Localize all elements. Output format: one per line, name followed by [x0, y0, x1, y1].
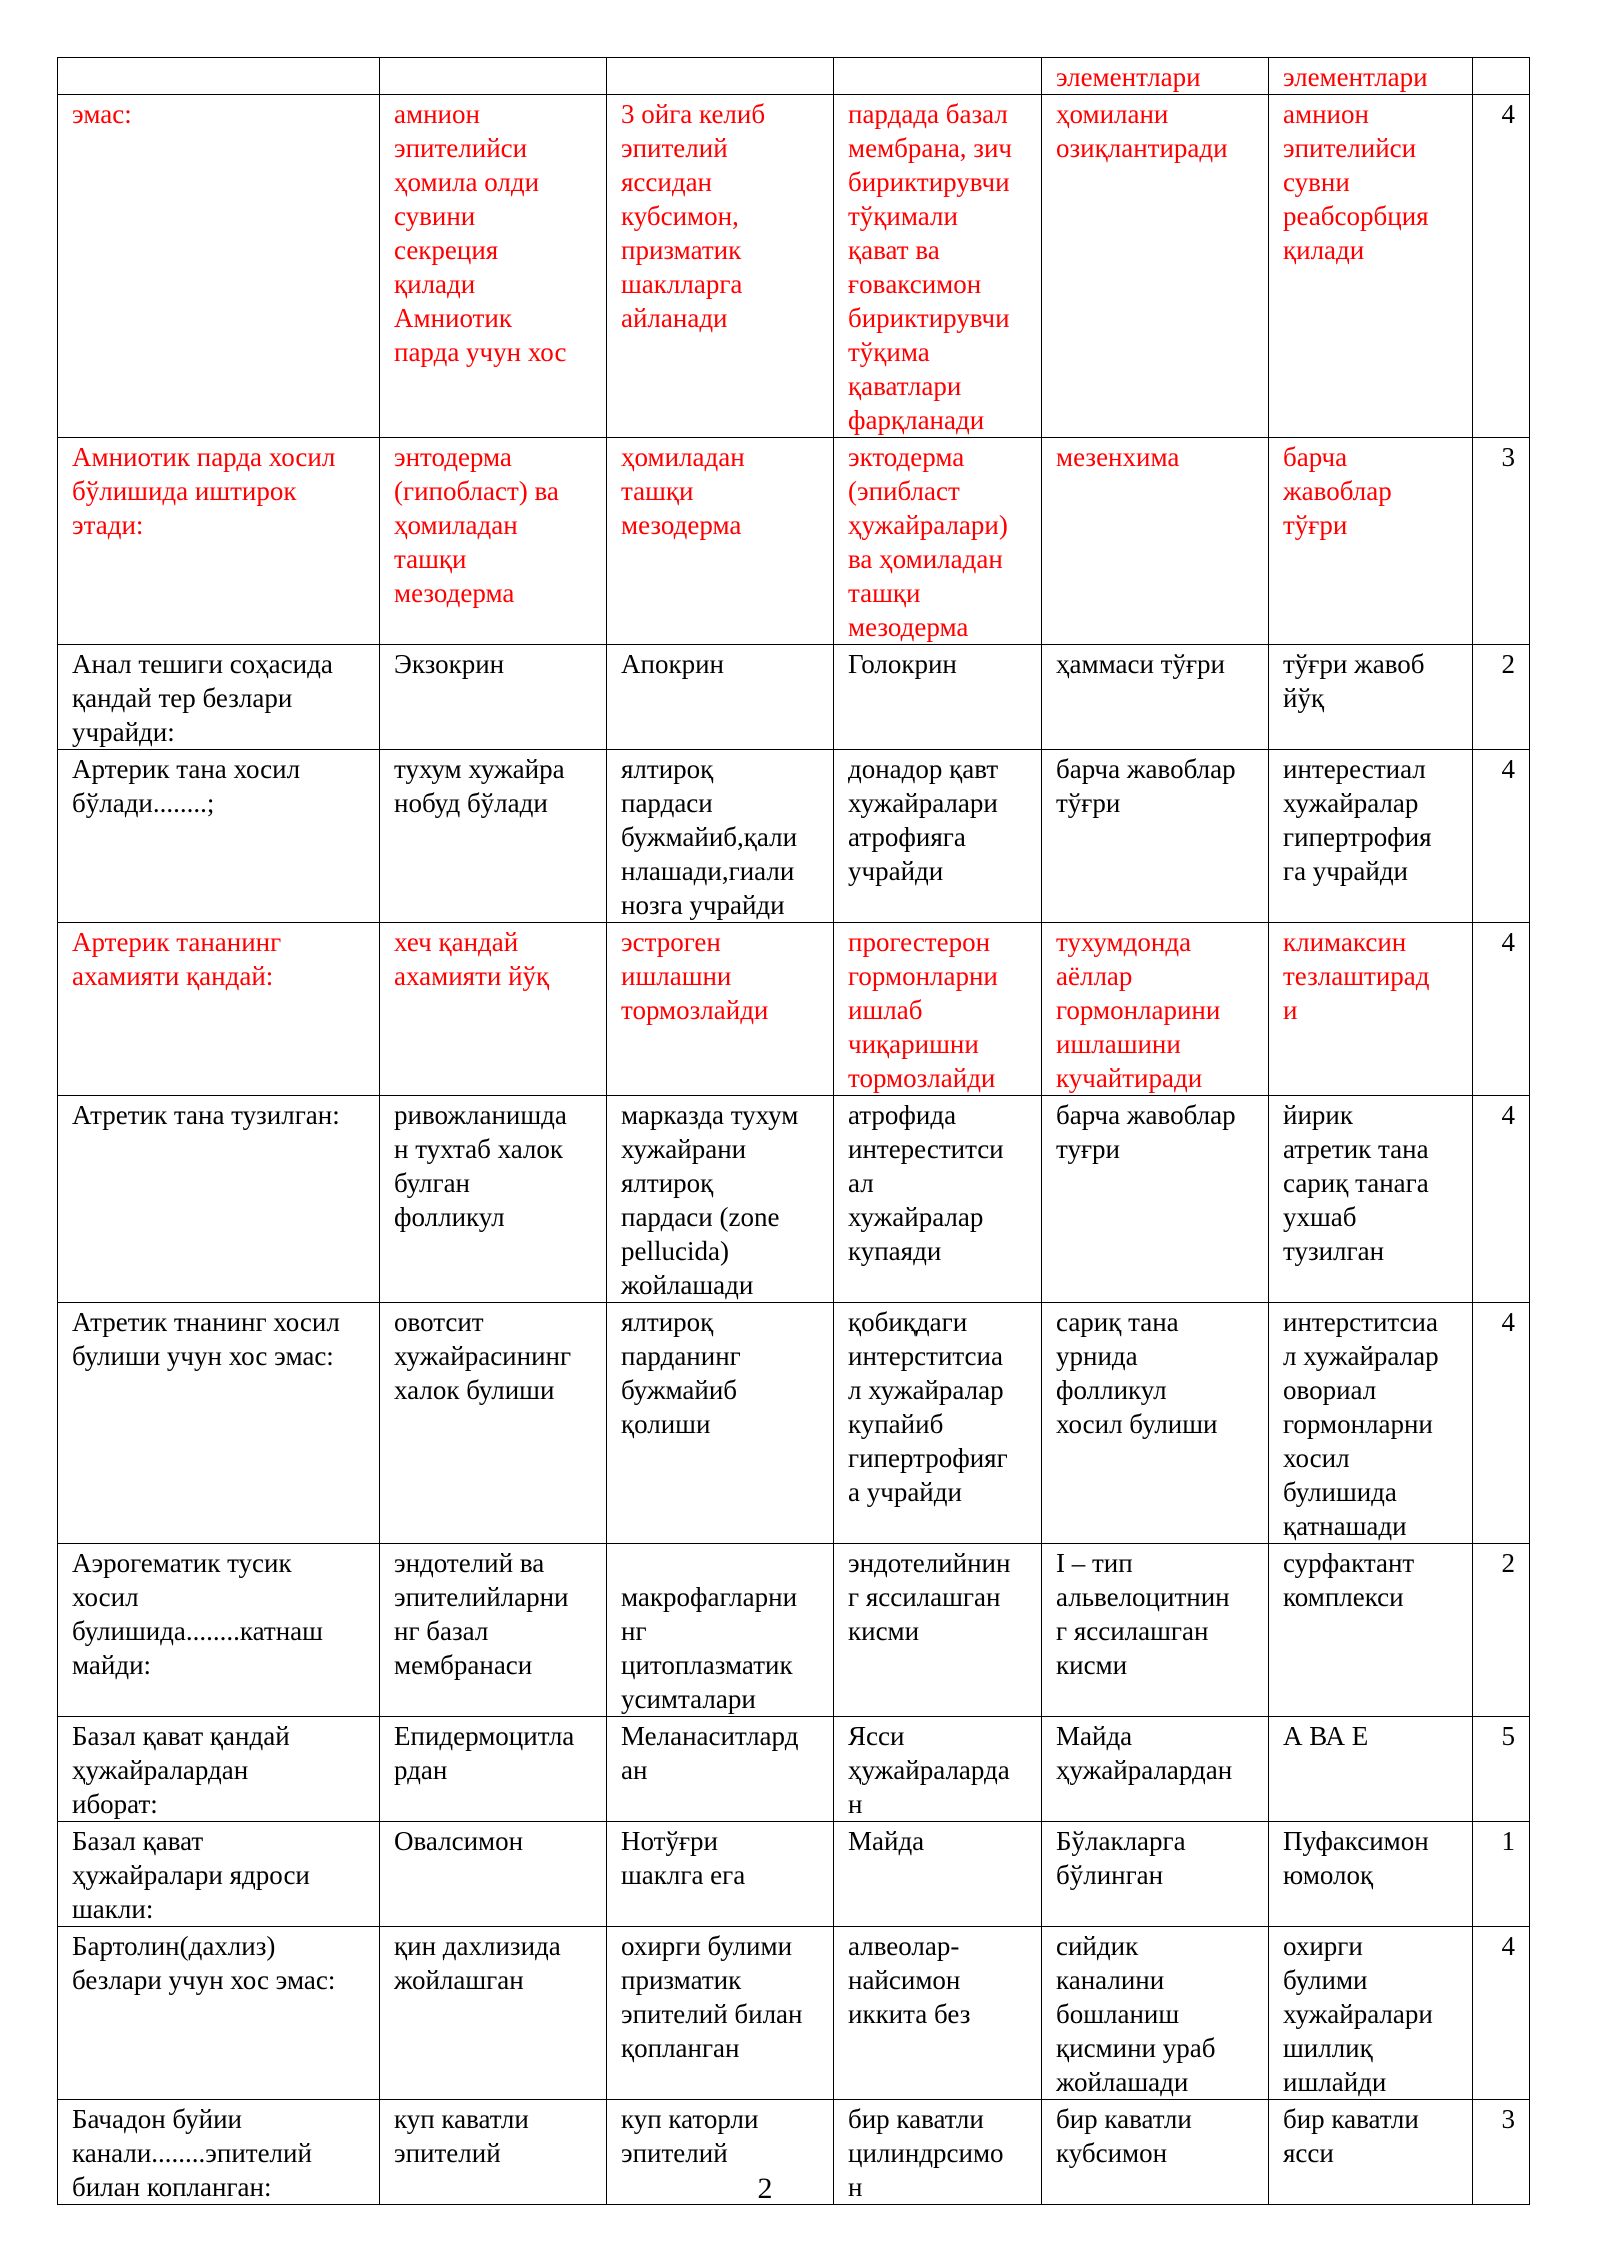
option-a-cell: ривожланишда н тухтаб халок булган фолликул	[380, 1096, 607, 1303]
question-cell: Бачадон буйии канали........эпителий билан копланган:	[58, 2100, 380, 2205]
answer-cell	[1473, 58, 1530, 95]
option-e-cell: климаксин тезлаштирад и	[1269, 923, 1473, 1096]
option-b-cell: Нотўғри шаклга ега	[607, 1822, 834, 1927]
option-e-cell: сурфактант комплекси	[1269, 1544, 1473, 1717]
option-c-cell: бир каватли цилиндрсимо н	[834, 2100, 1042, 2205]
option-d-cell: сийдик каналини бошланиш қисмини ураб жойлашади	[1042, 1927, 1269, 2100]
question-cell: эмас:	[58, 95, 380, 438]
option-a-cell: энтодерма (гипобласт) ва ҳомиладан ташқи мезодерма	[380, 438, 607, 645]
option-c-cell: эндотелийнин г яссилашган кисми	[834, 1544, 1042, 1717]
answer-cell: 1	[1473, 1822, 1530, 1927]
option-d-cell: мезенхима	[1042, 438, 1269, 645]
option-b-cell: Апокрин	[607, 645, 834, 750]
option-d-cell: элементлари	[1042, 58, 1269, 95]
table-row	[58, 1822, 1530, 1927]
option-a-cell: Экзокрин	[380, 645, 607, 750]
answer-cell: 4	[1473, 1303, 1530, 1544]
answer-cell: 5	[1473, 1717, 1530, 1822]
option-e-cell: бир каватли ясси	[1269, 2100, 1473, 2205]
option-a-cell: эндотелий ва эпителийларни нг базал мембранаси	[380, 1544, 607, 1717]
option-e-cell: тўғри жавоб йўқ	[1269, 645, 1473, 750]
option-a-cell	[380, 58, 607, 95]
option-c-cell: пардада базал мембрана, зич бириктирувчи тўқимали қават ва ғовaксимон бириктирувчи тўқима қаватлари фарқланади	[834, 95, 1042, 438]
option-e-cell: А ВА Е	[1269, 1717, 1473, 1822]
option-d-cell: барча жавоблар туғри	[1042, 1096, 1269, 1303]
answer-cell: 3	[1473, 2100, 1530, 2205]
option-e-cell: Пуфаксимон юмолоқ	[1269, 1822, 1473, 1927]
question-cell: Базал қават ҳужайралари ядроси шакли:	[58, 1822, 380, 1927]
option-e-cell: интерестиал хужайралар гипертрофия га учрайди	[1269, 750, 1473, 923]
page-number: 2	[757, 2172, 773, 2205]
question-cell: Артерик тана хосил бўлади........;	[58, 750, 380, 923]
table-row	[58, 95, 1530, 438]
option-d-cell: I – тип альвелоцитнин г яссилашган кисми	[1042, 1544, 1269, 1717]
option-a-cell: амнион эпителийси ҳомила олди сувини секреция қилади Амниотик парда учун хос	[380, 95, 607, 438]
option-e-cell: охирги булими хужайралари шиллиқ ишлайди	[1269, 1927, 1473, 2100]
option-d-cell: барча жавоблар тўғри	[1042, 750, 1269, 923]
option-c-cell: Ясси ҳужайраларда н	[834, 1717, 1042, 1822]
answer-cell: 2	[1473, 1544, 1530, 1717]
option-b-cell: охирги булими призматик эпителий билан қопланган	[607, 1927, 834, 2100]
option-c-cell: эктодерма (эпибласт ҳужайралари) ва ҳомиладан ташқи мезодерма	[834, 438, 1042, 645]
option-a-cell: Епидермоцитла рдан	[380, 1717, 607, 1822]
option-b-cell: куп каторли эпителий	[607, 2100, 834, 2205]
option-c-cell	[834, 58, 1042, 95]
question-cell: Амниотик парда хосил бўлишида иштирок этади:	[58, 438, 380, 645]
option-b-cell: макрофагларни нг цитоплазматик усимталари	[607, 1544, 834, 1717]
answer-cell: 4	[1473, 923, 1530, 1096]
answer-cell: 3	[1473, 438, 1530, 645]
answer-cell: 4	[1473, 750, 1530, 923]
table-row	[58, 750, 1530, 923]
question-cell: Бартолин(дахлиз) безлари учун хос эмас:	[58, 1927, 380, 2100]
option-a-cell: хеч қандай ахамияти йўқ	[380, 923, 607, 1096]
table-row	[58, 1927, 1530, 2100]
answer-cell: 4	[1473, 1927, 1530, 2100]
option-b-cell: марказда тухум хужайрани ялтироқ пардаси (zone pellucida) жойлашади	[607, 1096, 834, 1303]
option-b-cell: ҳомиладан ташқи мезодерма	[607, 438, 834, 645]
question-table	[57, 57, 1530, 2205]
option-e-cell: амнион эпителийси сувни реабсорбция қилади	[1269, 95, 1473, 438]
question-cell: Атретик тнанинг хосил булиши учун хос эмас:	[58, 1303, 380, 1544]
option-b-cell: 3 ойга келиб эпителий яссидан кубсимон, призматик шаклларга айланади	[607, 95, 834, 438]
table-row	[58, 645, 1530, 750]
question-cell: Анал тешиги соҳасида қандай тер безлари учрайди:	[58, 645, 380, 750]
option-e-cell: интерститсиа л хужайралар овориал гормонларни хосил булишида қатнашади	[1269, 1303, 1473, 1544]
option-d-cell: тухумдонда аёллар гормонларини ишлашини кучайтиради	[1042, 923, 1269, 1096]
option-c-cell: атрофида интереститси ал хужайралар купаяди	[834, 1096, 1042, 1303]
question-cell: Атретик тана тузилган:	[58, 1096, 380, 1303]
answer-cell: 2	[1473, 645, 1530, 750]
option-e-cell: йирик атретик тана сариқ танага ухшаб тузилган	[1269, 1096, 1473, 1303]
option-b-cell: Меланаситлард ан	[607, 1717, 834, 1822]
option-a-cell: қин дахлизида жойлашган	[380, 1927, 607, 2100]
option-a-cell: овотсит хужайрасининг халок булиши	[380, 1303, 607, 1544]
question-cell: Базал қават қандай ҳужайралардан иборат:	[58, 1717, 380, 1822]
question-cell	[58, 58, 380, 95]
table-row	[58, 58, 1530, 95]
table-row	[58, 1544, 1530, 1717]
option-e-cell: барча жавоблар тўғри	[1269, 438, 1473, 645]
table-row	[58, 1096, 1530, 1303]
option-b-cell	[607, 58, 834, 95]
option-b-cell: ялтироқ парданинг бужмайиб қолиши	[607, 1303, 834, 1544]
option-d-cell: Бўлакларга бўлинган	[1042, 1822, 1269, 1927]
option-c-cell: Голокрин	[834, 645, 1042, 750]
option-d-cell: ҳомилани озиқлантиради	[1042, 95, 1269, 438]
option-a-cell: тухум хужайра нобуд бўлади	[380, 750, 607, 923]
option-c-cell: донадор қавт хужайралари атрофияга учрайди	[834, 750, 1042, 923]
table-row	[58, 923, 1530, 1096]
option-d-cell: бир каватли кубсимон	[1042, 2100, 1269, 2205]
option-a-cell: куп каватли эпителий	[380, 2100, 607, 2205]
table-row	[58, 1717, 1530, 1822]
option-d-cell: Майда ҳужайралардан	[1042, 1717, 1269, 1822]
table-row	[58, 438, 1530, 645]
option-c-cell: алвеолар- найсимон иккита без	[834, 1927, 1042, 2100]
option-b-cell: ялтироқ пардаси бужмайиб,қали нлашади,гиали нозга учрайди	[607, 750, 834, 923]
option-a-cell: Овалсимон	[380, 1822, 607, 1927]
option-b-cell: эстроген ишлашни тормозлайди	[607, 923, 834, 1096]
option-c-cell: прогестерон гормонларни ишлаб чиқаришни тормозлайди	[834, 923, 1042, 1096]
option-d-cell: ҳаммаси тўғри	[1042, 645, 1269, 750]
table-row	[58, 1303, 1530, 1544]
answer-cell: 4	[1473, 95, 1530, 438]
option-e-cell: элементлари	[1269, 58, 1473, 95]
question-cell: Артерик тананинг ахамияти қандай:	[58, 923, 380, 1096]
answer-cell: 4	[1473, 1096, 1530, 1303]
option-c-cell: Майда	[834, 1822, 1042, 1927]
option-d-cell: сариқ тана урнида фолликул хосил булиши	[1042, 1303, 1269, 1544]
question-cell: Аэрогематик тусик хосил булишида........катнаш майди:	[58, 1544, 380, 1717]
option-c-cell: қобиқдаги интерститсиа л хужайралар купайиб гипертрофияг а учрайди	[834, 1303, 1042, 1544]
